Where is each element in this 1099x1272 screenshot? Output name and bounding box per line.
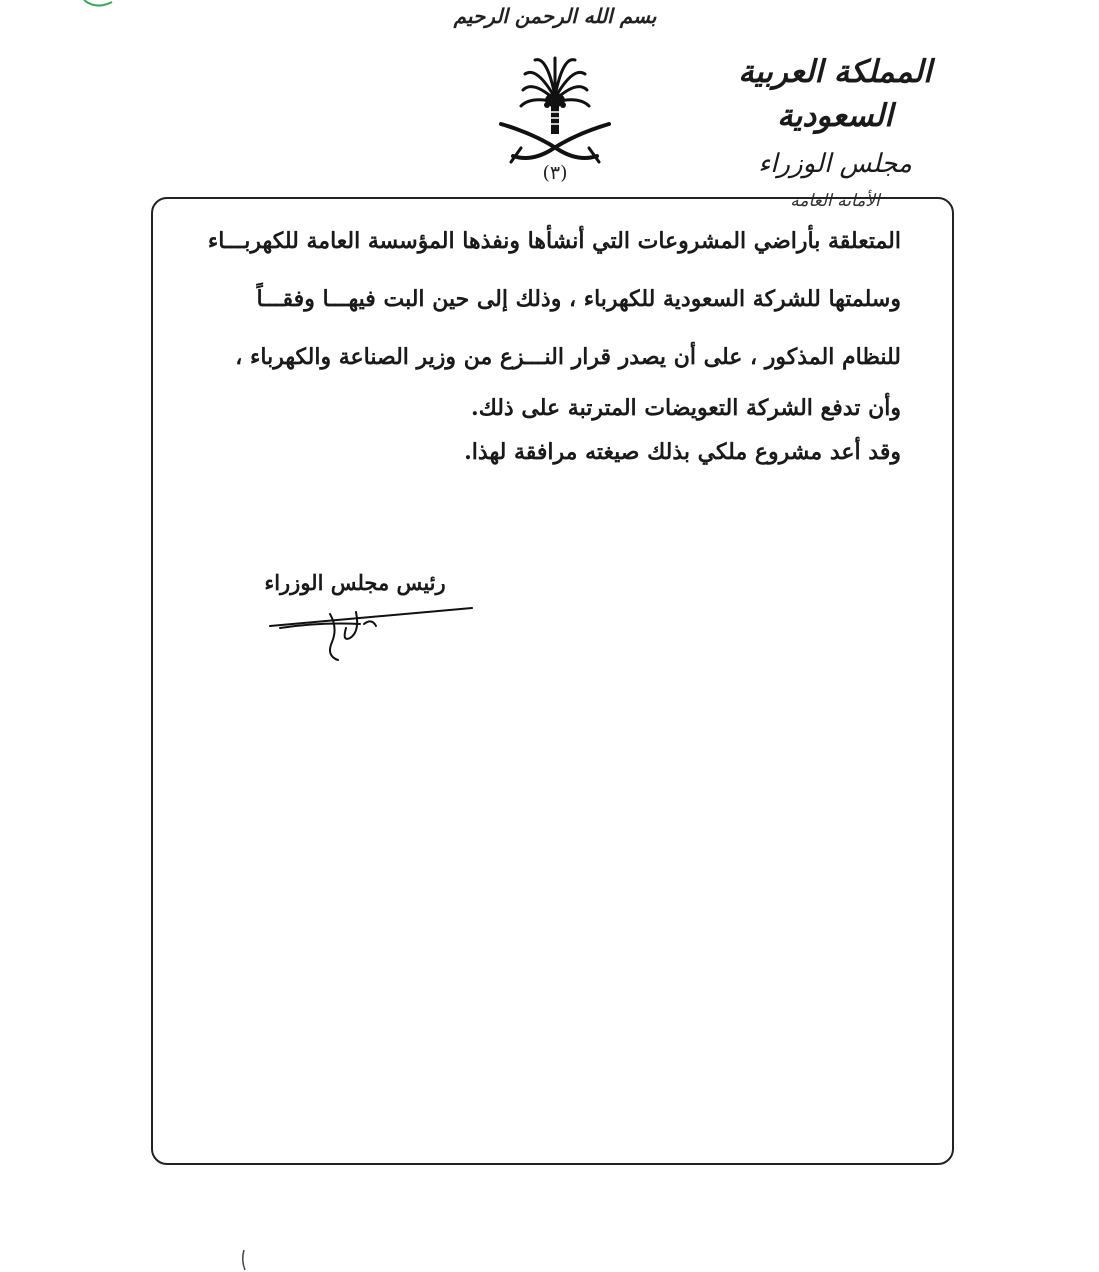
- page-number: (٣): [542, 162, 568, 184]
- margin-mark-icon: [236, 1248, 256, 1272]
- body-line-3: للنظام المذكور ، على أن يصدر قرار النـــزع من وزير الصناعة والكهرباء ،: [235, 344, 901, 370]
- body-line-5: وقد أعد مشروع ملكي بذلك صيغته مرافقة لهذا.: [464, 439, 901, 465]
- body-line-4: وأن تدفع الشركة التعويضات المترتبة على ذلك.: [471, 395, 901, 421]
- document-body: [195, 212, 901, 474]
- handwritten-signature-icon: [260, 598, 480, 663]
- org-line-secretariat: الأمانة العامة: [790, 191, 880, 211]
- body-line-1: المتعلقة بأراضي المشروعات التي أنشأها ونفذها المؤسسة العامة للكهربـــاء: [207, 228, 901, 254]
- corner-mark-icon: [80, 0, 120, 14]
- basmala: بسم الله الرحمن الرحيم: [453, 4, 657, 28]
- organization-header: [690, 50, 980, 216]
- org-line-council: مجلس الوزراء: [758, 149, 912, 179]
- org-line-kingdom: المملكة العربية السعودية: [738, 54, 932, 134]
- signature-title: رئيس مجلس الوزراء: [264, 570, 446, 595]
- body-line-2: وسلمتها للشركة السعودية للكهرباء ، وذلك إلى حين البت فيهـــا وفقـــاً: [256, 286, 901, 312]
